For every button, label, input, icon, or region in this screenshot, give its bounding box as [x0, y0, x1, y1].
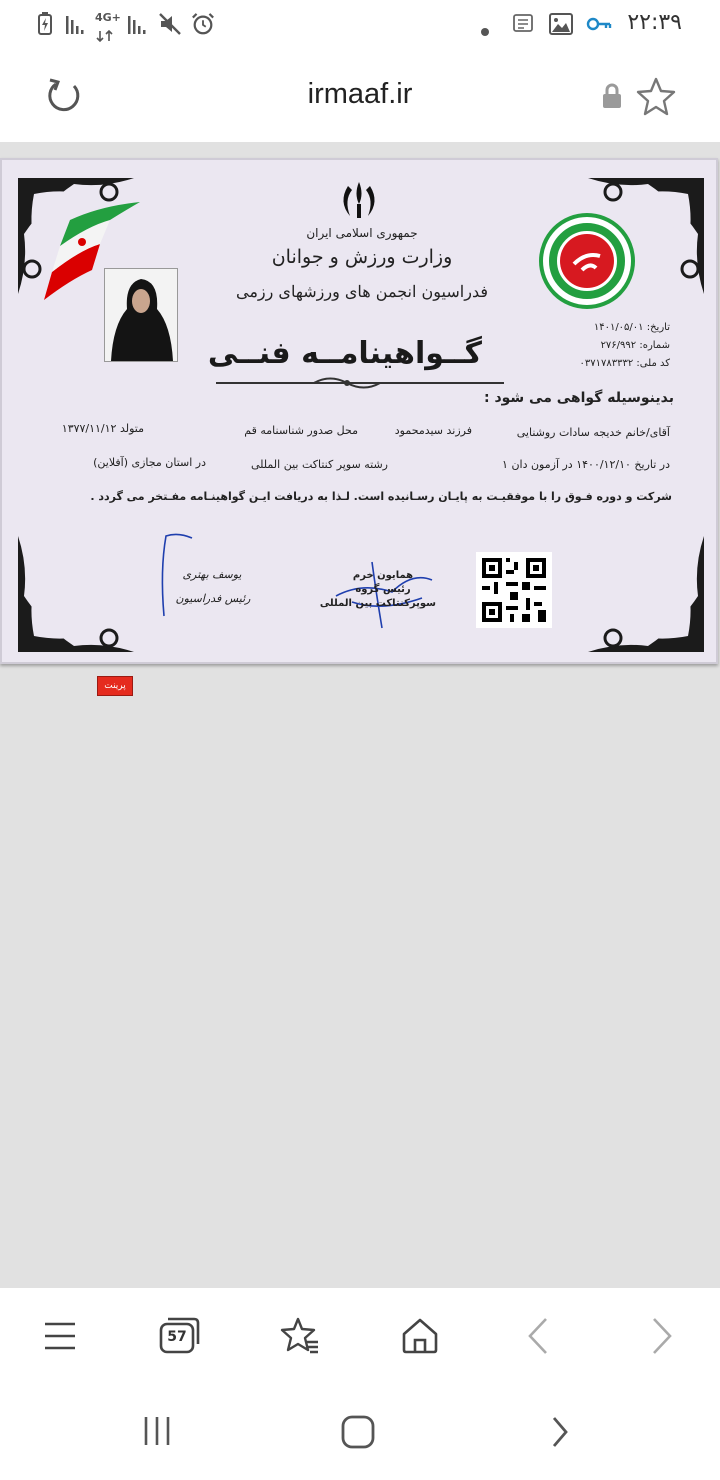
network-type-label: 4G+ — [95, 11, 121, 24]
number-line: شماره: ۲۷۶/۹۹۲ — [600, 340, 670, 351]
date-line: تاریخ: ۱۴۰۱/۰۵/۰۱ — [593, 322, 670, 333]
president-title: رئیس فدراسیون — [175, 592, 251, 605]
national-code-line: کد ملی: ۰۳۷۱۷۸۳۳۳۲ — [579, 358, 670, 369]
certificate-image — [0, 158, 718, 664]
system-nav-bar — [0, 1384, 720, 1480]
president-name: یوسف بهتری — [182, 568, 242, 581]
ministry-text: وزارت ورزش و جوانان — [271, 246, 453, 268]
signal-2-icon — [126, 12, 150, 36]
certificate-title: گــواهینامــه فنــی — [207, 336, 482, 371]
url-text[interactable]: irmaaf.ir — [307, 78, 413, 110]
corner-ornament-icon — [14, 526, 144, 656]
home-nav-icon[interactable] — [340, 1414, 376, 1450]
home-icon[interactable] — [400, 1316, 440, 1356]
back-icon[interactable] — [524, 1316, 552, 1356]
qr-code-icon — [476, 552, 552, 628]
head-field: سوپرکنتاکت بین المللی — [319, 598, 436, 609]
alarm-icon — [190, 12, 216, 36]
data-arrows-icon — [96, 25, 116, 49]
vpn-key-icon — [586, 12, 612, 36]
browser-toolbar — [0, 1288, 720, 1384]
profile-photo — [104, 268, 178, 362]
issue-place-text: محل صدور شناسنامه قم — [244, 424, 358, 437]
certify-text: بدینوسیله گواهی می شود : — [483, 390, 674, 406]
print-button[interactable]: پرینت — [97, 676, 133, 696]
field-text: رشته سوپر کنتاکت بین المللی — [250, 458, 388, 471]
clock: ۲۲:۳۹ — [627, 10, 682, 35]
bookmarks-icon[interactable] — [280, 1316, 320, 1356]
menu-icon[interactable] — [42, 1318, 78, 1354]
father-text: فرزند سیدمحمود — [394, 424, 472, 437]
province-text: در استان مجازی (آفلاین) — [93, 456, 206, 469]
signal-icon — [64, 12, 88, 36]
name-text: آقای/خانم خدیجه سادات روشنایی — [516, 426, 670, 439]
star-icon[interactable] — [636, 76, 676, 116]
notification-icon — [510, 12, 536, 36]
web-content — [0, 142, 720, 1288]
federation-text: فدراسیون انجمن های ورزشهای رزمی — [235, 282, 489, 301]
completion-text: شرکت و دوره فـوق را با موفقیـت به پایـان رسـانیده است. لـذا به دریافت ایـن گواهینـامه مفـتخر می گردد . — [90, 490, 672, 503]
tabs-button[interactable] — [158, 1316, 200, 1356]
head-title: رئیس گروه — [355, 584, 411, 595]
battery-charging-icon — [36, 12, 54, 36]
url-bar — [0, 48, 720, 142]
lock-icon[interactable] — [600, 82, 624, 110]
exam-date-text: در تاریخ ۱۴۰۰/۱۲/۱۰ در آزمون دان ۱ — [502, 458, 670, 471]
mute-icon — [158, 12, 182, 36]
head-name: همایون خرم — [352, 570, 414, 581]
status-bar — [0, 0, 720, 48]
corner-ornament-icon — [578, 526, 708, 656]
forward-icon[interactable] — [648, 1316, 676, 1356]
gallery-icon — [548, 12, 574, 36]
birth-date-text: متولد ۱۳۷۷/۱۱/۱۲ — [61, 422, 144, 435]
republic-text: جمهوری اسلامی ایران — [306, 226, 418, 240]
recent-apps-icon[interactable] — [140, 1414, 174, 1448]
divider-ornament-icon — [312, 374, 382, 392]
emblem-icon — [336, 178, 382, 224]
federation-logo-icon — [538, 212, 636, 310]
tab-count: 57 — [167, 1329, 187, 1345]
back-nav-icon[interactable] — [546, 1414, 574, 1450]
dot-icon — [480, 20, 490, 44]
